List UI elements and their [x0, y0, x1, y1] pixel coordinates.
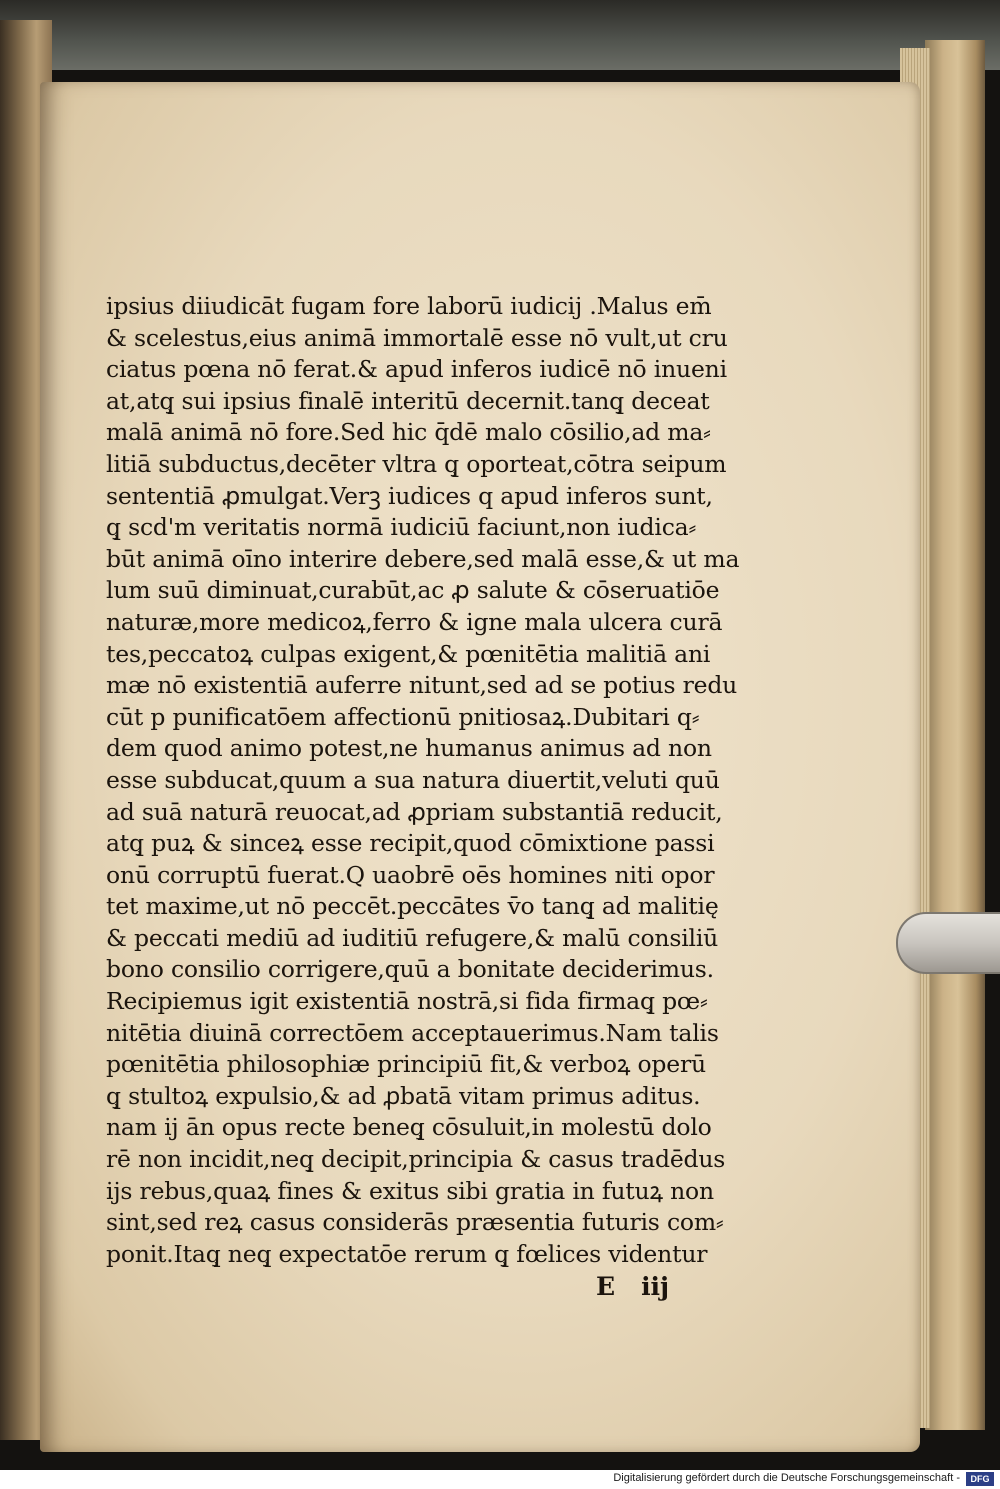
text-line: q̧ stultoꝝ expulsio,& ad ꝓbatā vitam primus aditus.	[106, 1081, 701, 1110]
text-line: litiā subductus,decēter vltra q̧ oporteat,cōtra seipum	[106, 449, 727, 478]
text-line: rē non incidit,neq̧ decipit,principia & casus tradēdus	[106, 1145, 726, 1174]
text-line: ad suā naturā reuocat,ad ꝓpriam substantiā reducit,	[106, 797, 723, 826]
text-line: sententiā ꝓmulgat.Verꝫ iudices q apud inferos sunt,	[106, 481, 713, 510]
book-page	[40, 82, 920, 1452]
text-line: bono consilio corrigere,quū a bonitate deciderimus.	[106, 955, 714, 984]
text-line: tes,peccatoꝝ culpas exigent,& pœnitētia malitiā ani	[106, 639, 711, 668]
book-cover-top	[0, 0, 1000, 70]
text-line: nam ij ān opus recte beneq̧ cōsuluit,in molestū dolo	[106, 1113, 712, 1142]
text-line: mæ nō existentiā auferre nitunt,sed ad se potius redu	[106, 671, 738, 700]
dfg-logo: DFG	[966, 1472, 994, 1486]
signature-number: iij	[641, 1272, 670, 1301]
signature-letter: E	[596, 1272, 616, 1301]
text-line: q̧ scd'm veritatis normā iudiciū faciunt,non iudica⸗	[106, 513, 697, 542]
text-line: onū corruptū fuerat.Q uaobrē oēs homines niti opor	[106, 860, 715, 889]
fore-edge	[925, 40, 985, 1430]
text-line: dem quod animo potest,ne humanus animus ad non	[106, 734, 712, 763]
text-line: pœnitētia philosophiæ principiū fit,& verboꝝ operū	[106, 1050, 706, 1079]
text-line: cūt p punificatōem affectionū pnitiosaꝝ.Dubitari q⸗	[106, 702, 700, 731]
text-line: naturæ,more medicoꝝ,ferro & igne mala ulcera curā	[106, 607, 723, 636]
text-line: nitētia diuinā correctōem acceptauerimus.Nam talis	[106, 1018, 719, 1047]
text-line: atq̧ puꝝ & sinceꝝ esse recipit,quod cōmixtione passi	[106, 829, 715, 858]
text-line: ipsius diiudicāt fugam fore laborū iudicij .Malus em̄	[106, 292, 712, 320]
text-line: at,atq̧ sui ipsius finalē interitū decernit.tanq̧ deceat	[106, 386, 710, 415]
text-line: ciatus pœna nō ferat.& apud inferos iudicē nō inueni	[106, 355, 727, 384]
text-line: tet maxime,ut nō peccēt.peccātes v̄o tanq̧ ad malitię	[106, 892, 719, 921]
text-line: ijs rebus,quaꝝ fines & exitus sibi gratia in futuꝝ non	[106, 1176, 714, 1205]
text-line: sint,sed reꝝ casus considerās præsentia futuris com⸗	[106, 1208, 724, 1237]
text-line: & peccati mediū ad iuditiū refugere,& malū consiliū	[106, 923, 719, 952]
page-clip	[896, 912, 1000, 974]
page-text	[106, 291, 740, 1270]
text-line: lum suū diminuat,curabūt,ac ꝓ salute & cōseruatiōe	[106, 576, 720, 605]
footer-credit: Digitalisierung gefördert durch die Deutsche Forschungsgemeinschaft -	[613, 1472, 960, 1484]
text-line: malā animā nō fore.Sed hic q̄dē malo cōsilio,ad ma⸗	[106, 418, 711, 447]
signature-mark	[596, 1272, 695, 1301]
footer	[0, 1470, 1000, 1489]
text-line: Recipiemus igit existentiā nostrā,si fida firmaq̧ pœ⸗	[106, 987, 708, 1016]
text-line: & scelestus,eius animā immortalē esse nō vult,ut cru	[106, 323, 728, 352]
text-line: būt animā oīno interire debere,sed malā esse,& ut ma	[106, 544, 740, 573]
text-line: ponit.Itaq̧ neq̧ expectatōe rerum q̧ fœlices videntur	[106, 1239, 708, 1268]
text-line: esse subducat,quum a sua natura diuertit,veluti quū	[106, 765, 720, 794]
